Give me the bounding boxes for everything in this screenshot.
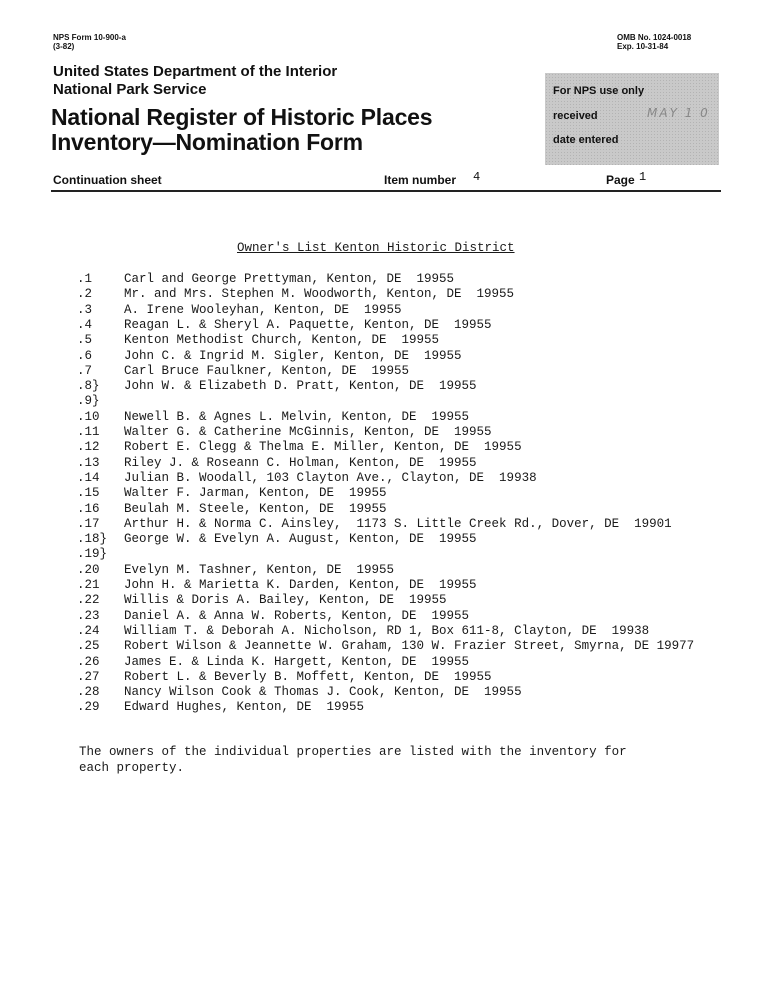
owner-name: Kenton Methodist Church, Kenton, DE 19955 [124, 333, 440, 348]
item-number: .13 [77, 455, 100, 470]
item-number: .11 [77, 425, 100, 439]
form-title-line1: National Register of Historic Places [51, 104, 433, 130]
received-stamp: MAY 1 0 [647, 106, 710, 120]
item-number-label: Item number [384, 173, 457, 187]
owner-name: Reagan L. & Sheryl A. Paquette, Kenton, DE 19955 [124, 317, 492, 332]
item-number: .26 [77, 654, 100, 669]
owner-name: A. Irene Wooleyhan, Kenton, DE 19955 [124, 302, 402, 317]
form-revision: (3-82) [53, 42, 75, 51]
form-id [53, 33, 126, 51]
owner-name: Newell B. & Agnes L. Melvin, Kenton, DE 19955 [124, 409, 470, 424]
owner-name: Arthur H. & Norma C. Ainsley, 1173 S. Little Creek Rd., Dover, DE 19901 [124, 516, 672, 531]
owner-name: Riley J. & Roseann C. Holman, Kenton, DE 19955 [124, 455, 477, 470]
owner-name: Daniel A. & Anna W. Roberts, Kenton, DE 19955 [124, 608, 470, 623]
owner-name: James E. & Linda K. Hargett, Kenton, DE 19955 [124, 654, 470, 669]
owner-name: Robert Wilson & Jeannette W. Graham, 130 W. Frazier Street, Smyrna, DE 19977 [124, 639, 695, 654]
item-number: .1 [77, 272, 93, 286]
item-number: .27 [77, 669, 100, 684]
item-number: .10 [77, 409, 100, 424]
owner-name: Carl and George Prettyman, Kenton, DE 19955 [124, 272, 455, 286]
owner-name: Carl Bruce Faulkner, Kenton, DE 19955 [124, 363, 410, 378]
nps-use-label: For NPS use only [553, 85, 645, 97]
item-number: .19} [77, 547, 108, 562]
item-number: .14 [77, 470, 100, 485]
department-name: United States Department of the Interior [53, 63, 338, 80]
item-number: .25 [77, 639, 100, 654]
owner-name: John H. & Marietta K. Darden, Kenton, DE 19955 [124, 578, 477, 592]
owner-name: Walter G. & Catherine McGinnis, Kenton, DE 19955 [124, 425, 492, 439]
item-number: .20 [77, 562, 100, 577]
owner-name: Mr. and Mrs. Stephen M. Woodworth, Kenton, DE 19955 [124, 287, 515, 302]
item-number: .2 [77, 287, 93, 302]
item-number: .5 [77, 333, 93, 348]
item-number: .3 [77, 302, 93, 317]
item-number: .9} [77, 394, 100, 409]
page-number-value: 1 [639, 170, 647, 184]
owner-name: Nancy Wilson Cook & Thomas J. Cook, Kenton, DE 19955 [124, 685, 522, 700]
item-number: .6 [77, 348, 93, 363]
item-number: .15 [77, 486, 100, 501]
owner-name: George W. & Evelyn A. August, Kenton, DE 19955 [124, 532, 477, 547]
item-number: .8} [77, 379, 100, 394]
footer-note [79, 745, 627, 776]
omb-expiration: Exp. 10-31-84 [617, 42, 669, 51]
item-number: .16 [77, 501, 100, 516]
owner-name: Edward Hughes, Kenton, DE 19955 [124, 700, 365, 715]
nps-use-only-box [545, 73, 719, 165]
owner-name: John C. & Ingrid M. Sigler, Kenton, DE 19955 [124, 348, 462, 363]
item-number: .23 [77, 608, 100, 623]
page-label: Page [606, 173, 635, 187]
footer-note-line2: each property. [79, 760, 185, 775]
owner-name: Beulah M. Steele, Kenton, DE 19955 [124, 501, 387, 516]
owner-name: Julian B. Woodall, 103 Clayton Ave., Clayton, DE 19938 [124, 470, 537, 485]
owner-name: John W. & Elizabeth D. Pratt, Kenton, DE 19955 [124, 379, 477, 394]
continuation-sheet-label: Continuation sheet [53, 173, 162, 187]
item-number: .4 [77, 317, 93, 332]
owner-name: Robert L. & Beverly B. Moffett, Kenton, DE 19955 [124, 669, 492, 684]
omb-number: OMB No. 1024-0018 [617, 33, 692, 42]
received-label: received [553, 110, 598, 122]
item-number: .28 [77, 685, 100, 700]
item-number: .17 [77, 516, 100, 531]
item-number: .21 [77, 578, 100, 592]
owner-name: Willis & Doris A. Bailey, Kenton, DE 19955 [124, 593, 447, 608]
item-number: .24 [77, 623, 100, 638]
owner-name: William T. & Deborah A. Nicholson, RD 1, Box 611-8, Clayton, DE 19938 [124, 623, 650, 638]
header-divider [51, 190, 721, 192]
form-title-line2: Inventory—Nomination Form [51, 129, 363, 155]
date-entered-label: date entered [553, 134, 619, 146]
omb-info [617, 33, 691, 51]
item-number: .22 [77, 593, 100, 608]
item-number: .29 [77, 700, 100, 715]
owner-name: Evelyn M. Tashner, Kenton, DE 19955 [124, 562, 395, 577]
service-name: National Park Service [53, 81, 207, 98]
owners-list-heading: Owner's List Kenton Historic District [237, 241, 515, 255]
owner-name: Robert E. Clegg & Thelma E. Miller, Kenton, DE 19955 [124, 440, 522, 455]
footer-note-line1: The owners of the individual properties are listed with the inventory for [79, 745, 627, 759]
item-number: .7 [77, 363, 93, 378]
item-number-value: 4 [473, 170, 481, 184]
owner-name: Walter F. Jarman, Kenton, DE 19955 [124, 486, 387, 501]
item-number: .18} [77, 532, 108, 547]
item-number: .12 [77, 440, 100, 455]
form-number: NPS Form 10-900-a [53, 33, 126, 42]
